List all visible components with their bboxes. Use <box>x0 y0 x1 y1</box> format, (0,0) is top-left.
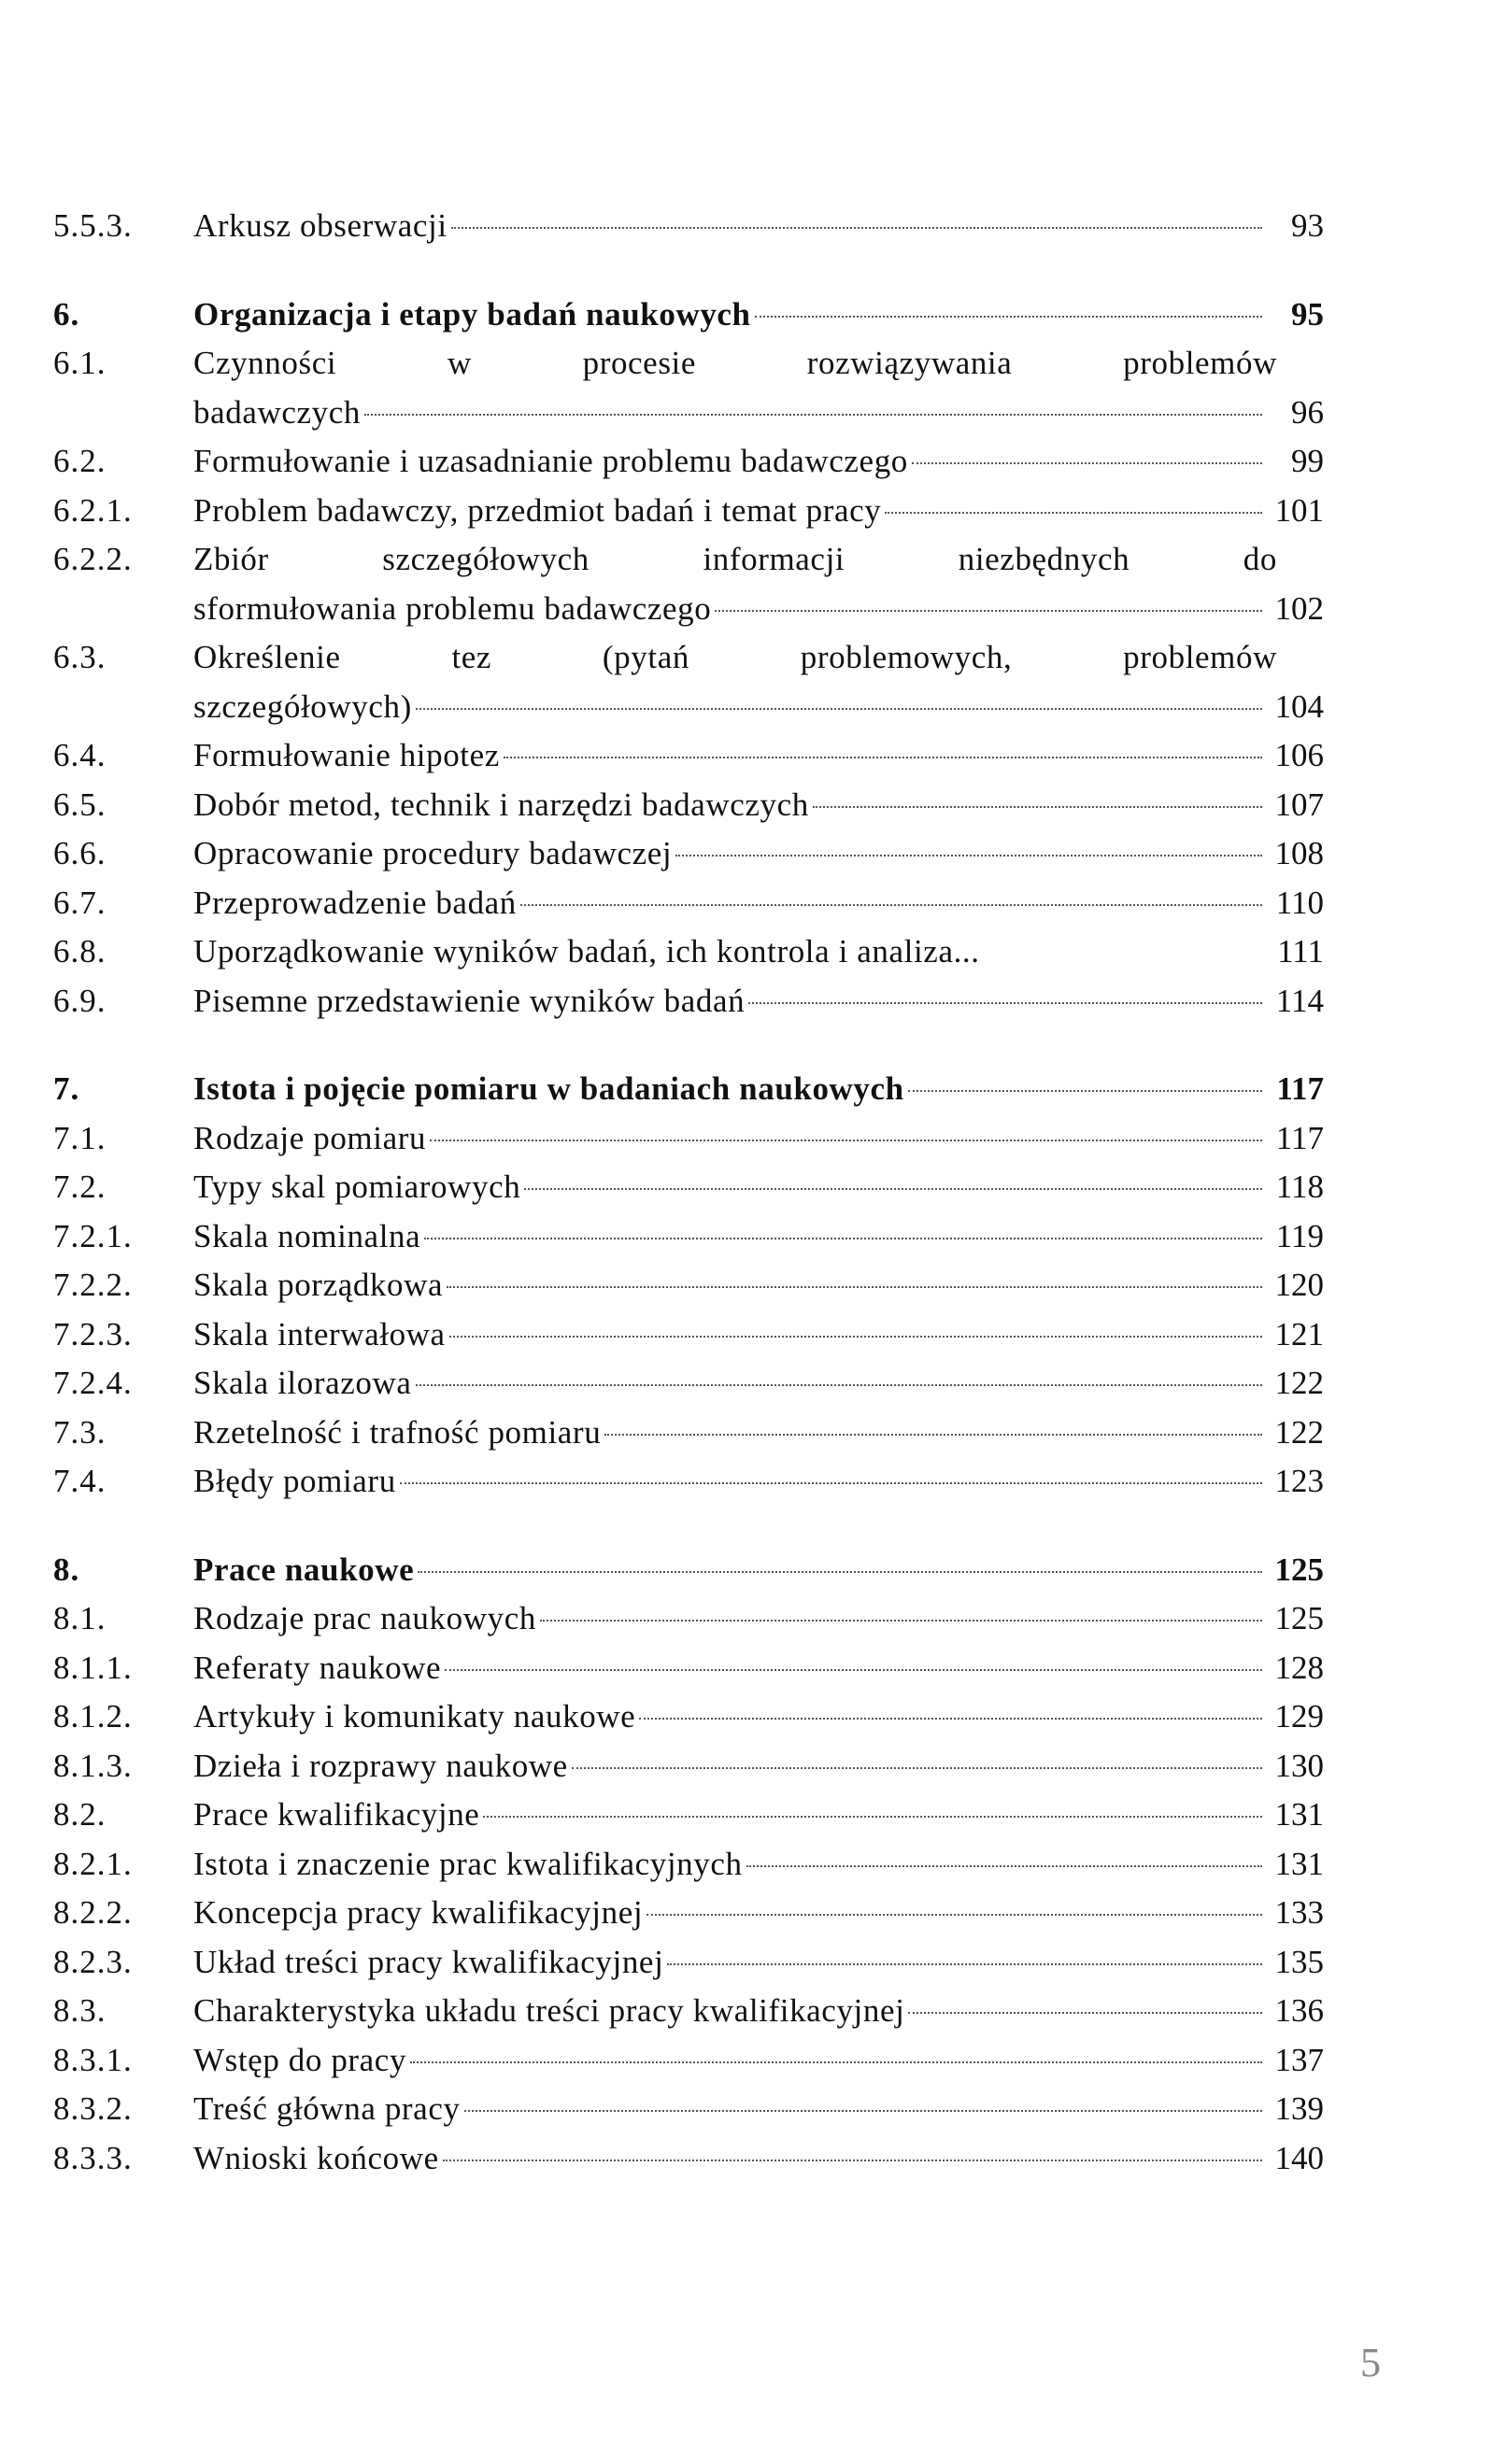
table-of-contents <box>53 202 1324 2183</box>
toc-entry-page: 120 <box>1274 1267 1324 1303</box>
word: Określenie <box>193 639 341 675</box>
dot-leader <box>445 1669 1262 1671</box>
toc-entry-number: 8. <box>53 1551 80 1588</box>
toc-entry-number: 6.8. <box>53 933 107 970</box>
toc-entry-page: 121 <box>1274 1315 1324 1352</box>
toc-entry <box>53 1114 1324 1164</box>
word: problemów <box>1123 345 1277 381</box>
toc-entry-title: Istota i pojęcie pomiaru w badaniach naukowych <box>193 1070 904 1107</box>
dot-leader <box>443 2160 1262 2161</box>
toc-entry-number: 6.1. <box>53 345 107 381</box>
toc-entry-page: 131 <box>1274 1796 1324 1833</box>
toc-entry-number: 8.3. <box>53 1992 107 2029</box>
dot-leader <box>667 1963 1262 1965</box>
toc-entry-page: 93 <box>1291 207 1324 244</box>
toc-entry-number: 6.4. <box>53 737 107 773</box>
toc-entry-page: 104 <box>1274 687 1324 725</box>
dot-leader <box>755 316 1262 318</box>
toc-entry-title: Wstęp do pracy <box>193 2041 407 2078</box>
toc-entry-title: Treść główna pracy <box>193 2090 461 2127</box>
dot-leader <box>447 1286 1262 1288</box>
toc-entry-title-line1 <box>193 339 1277 389</box>
toc-entry-number: 6.9. <box>53 982 107 1019</box>
toc-entry-number: 6.2.2. <box>53 541 133 577</box>
toc-entry-title: Opracowanie procedury badawczej <box>193 835 673 871</box>
toc-entry <box>53 1457 1324 1507</box>
toc-entry-number: 8.2.3. <box>53 1943 133 1980</box>
toc-entry-page: 110 <box>1275 884 1324 921</box>
toc-entry-number: 5.5.3. <box>53 207 133 244</box>
word: informacji <box>703 541 845 577</box>
toc-entry-title: Typy skal pomiarowych <box>193 1168 521 1205</box>
toc-entry-number: 8.2.2. <box>53 1894 133 1931</box>
toc-entry <box>53 437 1324 487</box>
toc-entry-page: 101 <box>1274 491 1324 529</box>
toc-entry <box>53 487 1324 536</box>
toc-entry-page: 133 <box>1274 1894 1324 1931</box>
word: rozwiązywania <box>806 345 1013 381</box>
dot-leader <box>400 1482 1262 1484</box>
toc-entry-page: 135 <box>1274 1943 1324 1980</box>
toc-entry-continuation <box>53 389 1324 438</box>
dot-leader <box>912 462 1262 464</box>
toc-entry-title: Formułowanie i uzasadnianie problemu badawczego <box>193 443 908 479</box>
toc-entry <box>53 2036 1324 2086</box>
toc-entry-page: 125 <box>1274 1600 1324 1636</box>
toc-entry <box>53 2085 1324 2134</box>
toc-entry <box>53 1212 1324 1262</box>
toc-entry <box>53 928 1324 977</box>
toc-entry-page: 128 <box>1274 1649 1324 1686</box>
toc-chapter-heading <box>53 1065 1324 1114</box>
toc-entry-number: 8.1.2. <box>53 1698 133 1735</box>
toc-entry <box>53 1742 1324 1791</box>
dot-leader <box>424 1238 1262 1239</box>
toc-entry-title: sformułowania problemu badawczego <box>193 589 712 627</box>
toc-entry-title-line1 <box>193 633 1277 683</box>
dot-leader <box>430 1140 1262 1141</box>
toc-entry-title: Błędy pomiaru <box>193 1463 396 1499</box>
dot-leader <box>746 1865 1262 1867</box>
toc-entry-page: 131 <box>1274 1845 1324 1882</box>
toc-entry-title: Pisemne przedstawienie wyników badań <box>193 982 746 1019</box>
toc-entry <box>53 1791 1324 1840</box>
toc-entry-title: Referaty naukowe <box>193 1649 442 1686</box>
toc-entry <box>53 1163 1324 1212</box>
toc-entry-number: 8.1.1. <box>53 1649 133 1686</box>
toc-entry-number: 8.1. <box>53 1600 107 1636</box>
toc-entry <box>53 1594 1324 1644</box>
toc-entry-page: 107 <box>1274 786 1324 823</box>
toc-entry-title: Istota i znaczenie prac kwalifikacyjnych <box>193 1845 743 1882</box>
toc-entry-continuation <box>53 585 1324 634</box>
dot-leader <box>524 1188 1262 1190</box>
toc-entry <box>53 1359 1324 1409</box>
toc-entry-number: 7.4. <box>53 1463 107 1499</box>
toc-entry-page: 118 <box>1275 1168 1324 1205</box>
word: procesie <box>582 345 696 381</box>
page-number: 5 <box>1360 2340 1381 2386</box>
toc-entry <box>53 202 1324 251</box>
toc-entry-title: Skala nominalna <box>193 1217 421 1254</box>
toc-entry <box>53 1692 1324 1742</box>
toc-entry-number: 6. <box>53 295 80 333</box>
toc-entry-title: Rodzaje pomiaru <box>193 1119 427 1156</box>
dot-leader <box>885 512 1262 514</box>
toc-entry-title: Rodzaje prac naukowych <box>193 1600 536 1636</box>
toc-entry-page: 122 <box>1274 1413 1324 1451</box>
toc-entry <box>53 1889 1324 1938</box>
toc-entry-title: Organizacja i etapy badań naukowych <box>193 295 751 333</box>
toc-entry <box>53 829 1324 879</box>
toc-entry-title: Artykuły i komunikaty naukowe <box>193 1698 636 1735</box>
toc-entry-number: 7.2.1. <box>53 1217 133 1254</box>
toc-entry-number: 8.2.1. <box>53 1845 133 1882</box>
toc-entry-title: Wnioski końcowe <box>193 2139 439 2176</box>
dot-leader <box>908 1090 1262 1092</box>
toc-entry-title: Skala ilorazowa <box>193 1365 412 1401</box>
toc-entry-number: 6.2.1. <box>53 491 133 529</box>
toc-entry-page: 119 <box>1275 1217 1324 1254</box>
dot-leader <box>715 610 1262 612</box>
toc-entry-number: 6.3. <box>53 639 107 675</box>
toc-entry-page: 106 <box>1274 737 1324 773</box>
toc-entry-number: 7.2.4. <box>53 1365 133 1401</box>
dot-leader <box>520 904 1262 906</box>
toc-entry-number: 8.3.2. <box>53 2090 133 2127</box>
toc-entry-page: 117 <box>1276 1070 1324 1107</box>
toc-entry-title: Problem badawczy, przedmiot badań i temat pracy <box>193 491 882 529</box>
dot-leader <box>364 414 1262 416</box>
toc-entry-title: Formułowanie hipotez <box>193 737 500 773</box>
toc-entry <box>53 1938 1324 1988</box>
toc-entry-number: 7.1. <box>53 1119 107 1156</box>
word: niezbędnych <box>958 541 1130 577</box>
toc-entry-page: 125 <box>1274 1551 1324 1588</box>
toc-entry-title-line1 <box>193 535 1277 585</box>
toc-entry-title: Dzieła i rozprawy naukowe <box>193 1747 568 1784</box>
word: szczegółowych <box>382 541 590 577</box>
toc-entry <box>53 1310 1324 1360</box>
dot-leader <box>464 2110 1262 2112</box>
toc-entry-page: 140 <box>1274 2139 1324 2176</box>
toc-entry-number: 7.2.3. <box>53 1315 133 1352</box>
dot-leader <box>483 1816 1262 1818</box>
toc-entry <box>53 1644 1324 1693</box>
toc-entry-number: 8.3.1. <box>53 2041 133 2078</box>
toc-entry-page: 102 <box>1274 589 1324 627</box>
toc-entry-number: 7.2.2. <box>53 1267 133 1303</box>
word: (pytań <box>602 639 689 675</box>
toc-entry-page: 108 <box>1274 835 1324 871</box>
toc-entry <box>53 1261 1324 1310</box>
toc-entry-title: Uporządkowanie wyników badań, ich kontrola i analiza... <box>193 933 980 970</box>
toc-entry-page: 111 <box>1277 933 1324 970</box>
toc-entry-line1 <box>53 633 1324 683</box>
dot-leader <box>639 1718 1262 1720</box>
toc-entry <box>53 1409 1324 1458</box>
dot-leader <box>451 227 1262 229</box>
dot-leader <box>504 757 1262 758</box>
toc-entry-page: 99 <box>1291 443 1324 479</box>
toc-entry-page: 95 <box>1291 295 1324 333</box>
toc-entry <box>53 781 1324 830</box>
dot-leader <box>604 1434 1262 1436</box>
toc-entry-page: 117 <box>1275 1119 1324 1156</box>
toc-entry-number: 7.3. <box>53 1413 107 1451</box>
toc-entry <box>53 1987 1324 2036</box>
toc-entry-page: 136 <box>1274 1992 1324 2029</box>
dot-leader <box>449 1336 1262 1338</box>
toc-entry-page: 137 <box>1274 2041 1324 2078</box>
toc-entry-number: 8.2. <box>53 1796 107 1833</box>
toc-entry-page: 130 <box>1274 1747 1324 1784</box>
dot-leader <box>748 1002 1262 1004</box>
dot-leader <box>646 1914 1262 1916</box>
dot-leader <box>540 1620 1262 1621</box>
toc-entry-page: 122 <box>1274 1365 1324 1401</box>
word: tez <box>451 639 492 675</box>
dot-leader <box>416 708 1262 710</box>
toc-entry-title: Prace naukowe <box>193 1551 415 1588</box>
dot-leader <box>908 2012 1262 2014</box>
word: do <box>1243 541 1277 577</box>
toc-entry-page: 96 <box>1291 393 1324 431</box>
toc-entry-number: 7.2. <box>53 1168 107 1205</box>
toc-entry-title: badawczych <box>193 393 361 431</box>
toc-entry <box>53 977 1324 1027</box>
word: problemowych, <box>800 639 1013 675</box>
toc-entry-title: Skala porządkowa <box>193 1267 444 1303</box>
toc-entry-page: 114 <box>1275 982 1324 1019</box>
word: Czynności <box>193 345 337 381</box>
dot-leader <box>813 806 1262 808</box>
dot-leader <box>418 1571 1262 1573</box>
toc-chapter-heading <box>53 1546 1324 1595</box>
toc-entry-number: 6.7. <box>53 884 107 921</box>
toc-entry-title: Dobór metod, technik i narzędzi badawczych <box>193 786 809 823</box>
toc-entry-number: 8.1.3. <box>53 1747 133 1784</box>
dot-leader <box>410 2061 1262 2063</box>
toc-entry-title: szczegółowych) <box>193 687 412 725</box>
toc-entry-page: 139 <box>1274 2090 1324 2127</box>
word: Zbiór <box>193 541 269 577</box>
toc-entry-number: 8.3.3. <box>53 2139 133 2176</box>
dot-leader <box>675 855 1262 857</box>
toc-entry-number: 6.2. <box>53 443 107 479</box>
dot-leader <box>416 1384 1263 1386</box>
toc-entry-title: Układ treści pracy kwalifikacyjnej <box>193 1943 664 1980</box>
toc-entry-line1 <box>53 339 1324 389</box>
toc-entry-line1 <box>53 535 1324 585</box>
toc-entry-number: 6.5. <box>53 786 107 823</box>
toc-entry-title: Przeprowadzenie badań <box>193 884 517 921</box>
toc-entry-title: Koncepcja pracy kwalifikacyjnej <box>193 1894 644 1931</box>
toc-entry-page: 129 <box>1274 1698 1324 1735</box>
toc-entry-continuation <box>53 683 1324 732</box>
word: w <box>447 345 472 381</box>
toc-entry-number: 7. <box>53 1070 80 1107</box>
toc-entry-title: Prace kwalifikacyjne <box>193 1796 480 1833</box>
toc-entry <box>53 1840 1324 1890</box>
dot-leader <box>572 1767 1262 1769</box>
toc-entry-title: Skala interwałowa <box>193 1315 446 1352</box>
word: problemów <box>1123 639 1277 675</box>
toc-entry-title: Rzetelność i trafność pomiaru <box>193 1413 602 1451</box>
toc-chapter-heading <box>53 290 1324 340</box>
toc-entry-title: Charakterystyka układu treści pracy kwalifikacyjnej <box>193 1992 905 2029</box>
toc-entry-page: 123 <box>1274 1463 1324 1499</box>
toc-entry <box>53 879 1324 928</box>
toc-entry <box>53 2134 1324 2184</box>
toc-entry <box>53 731 1324 781</box>
toc-entry-number: 6.6. <box>53 835 107 871</box>
toc-entry-title: Arkusz obserwacji <box>193 207 448 244</box>
